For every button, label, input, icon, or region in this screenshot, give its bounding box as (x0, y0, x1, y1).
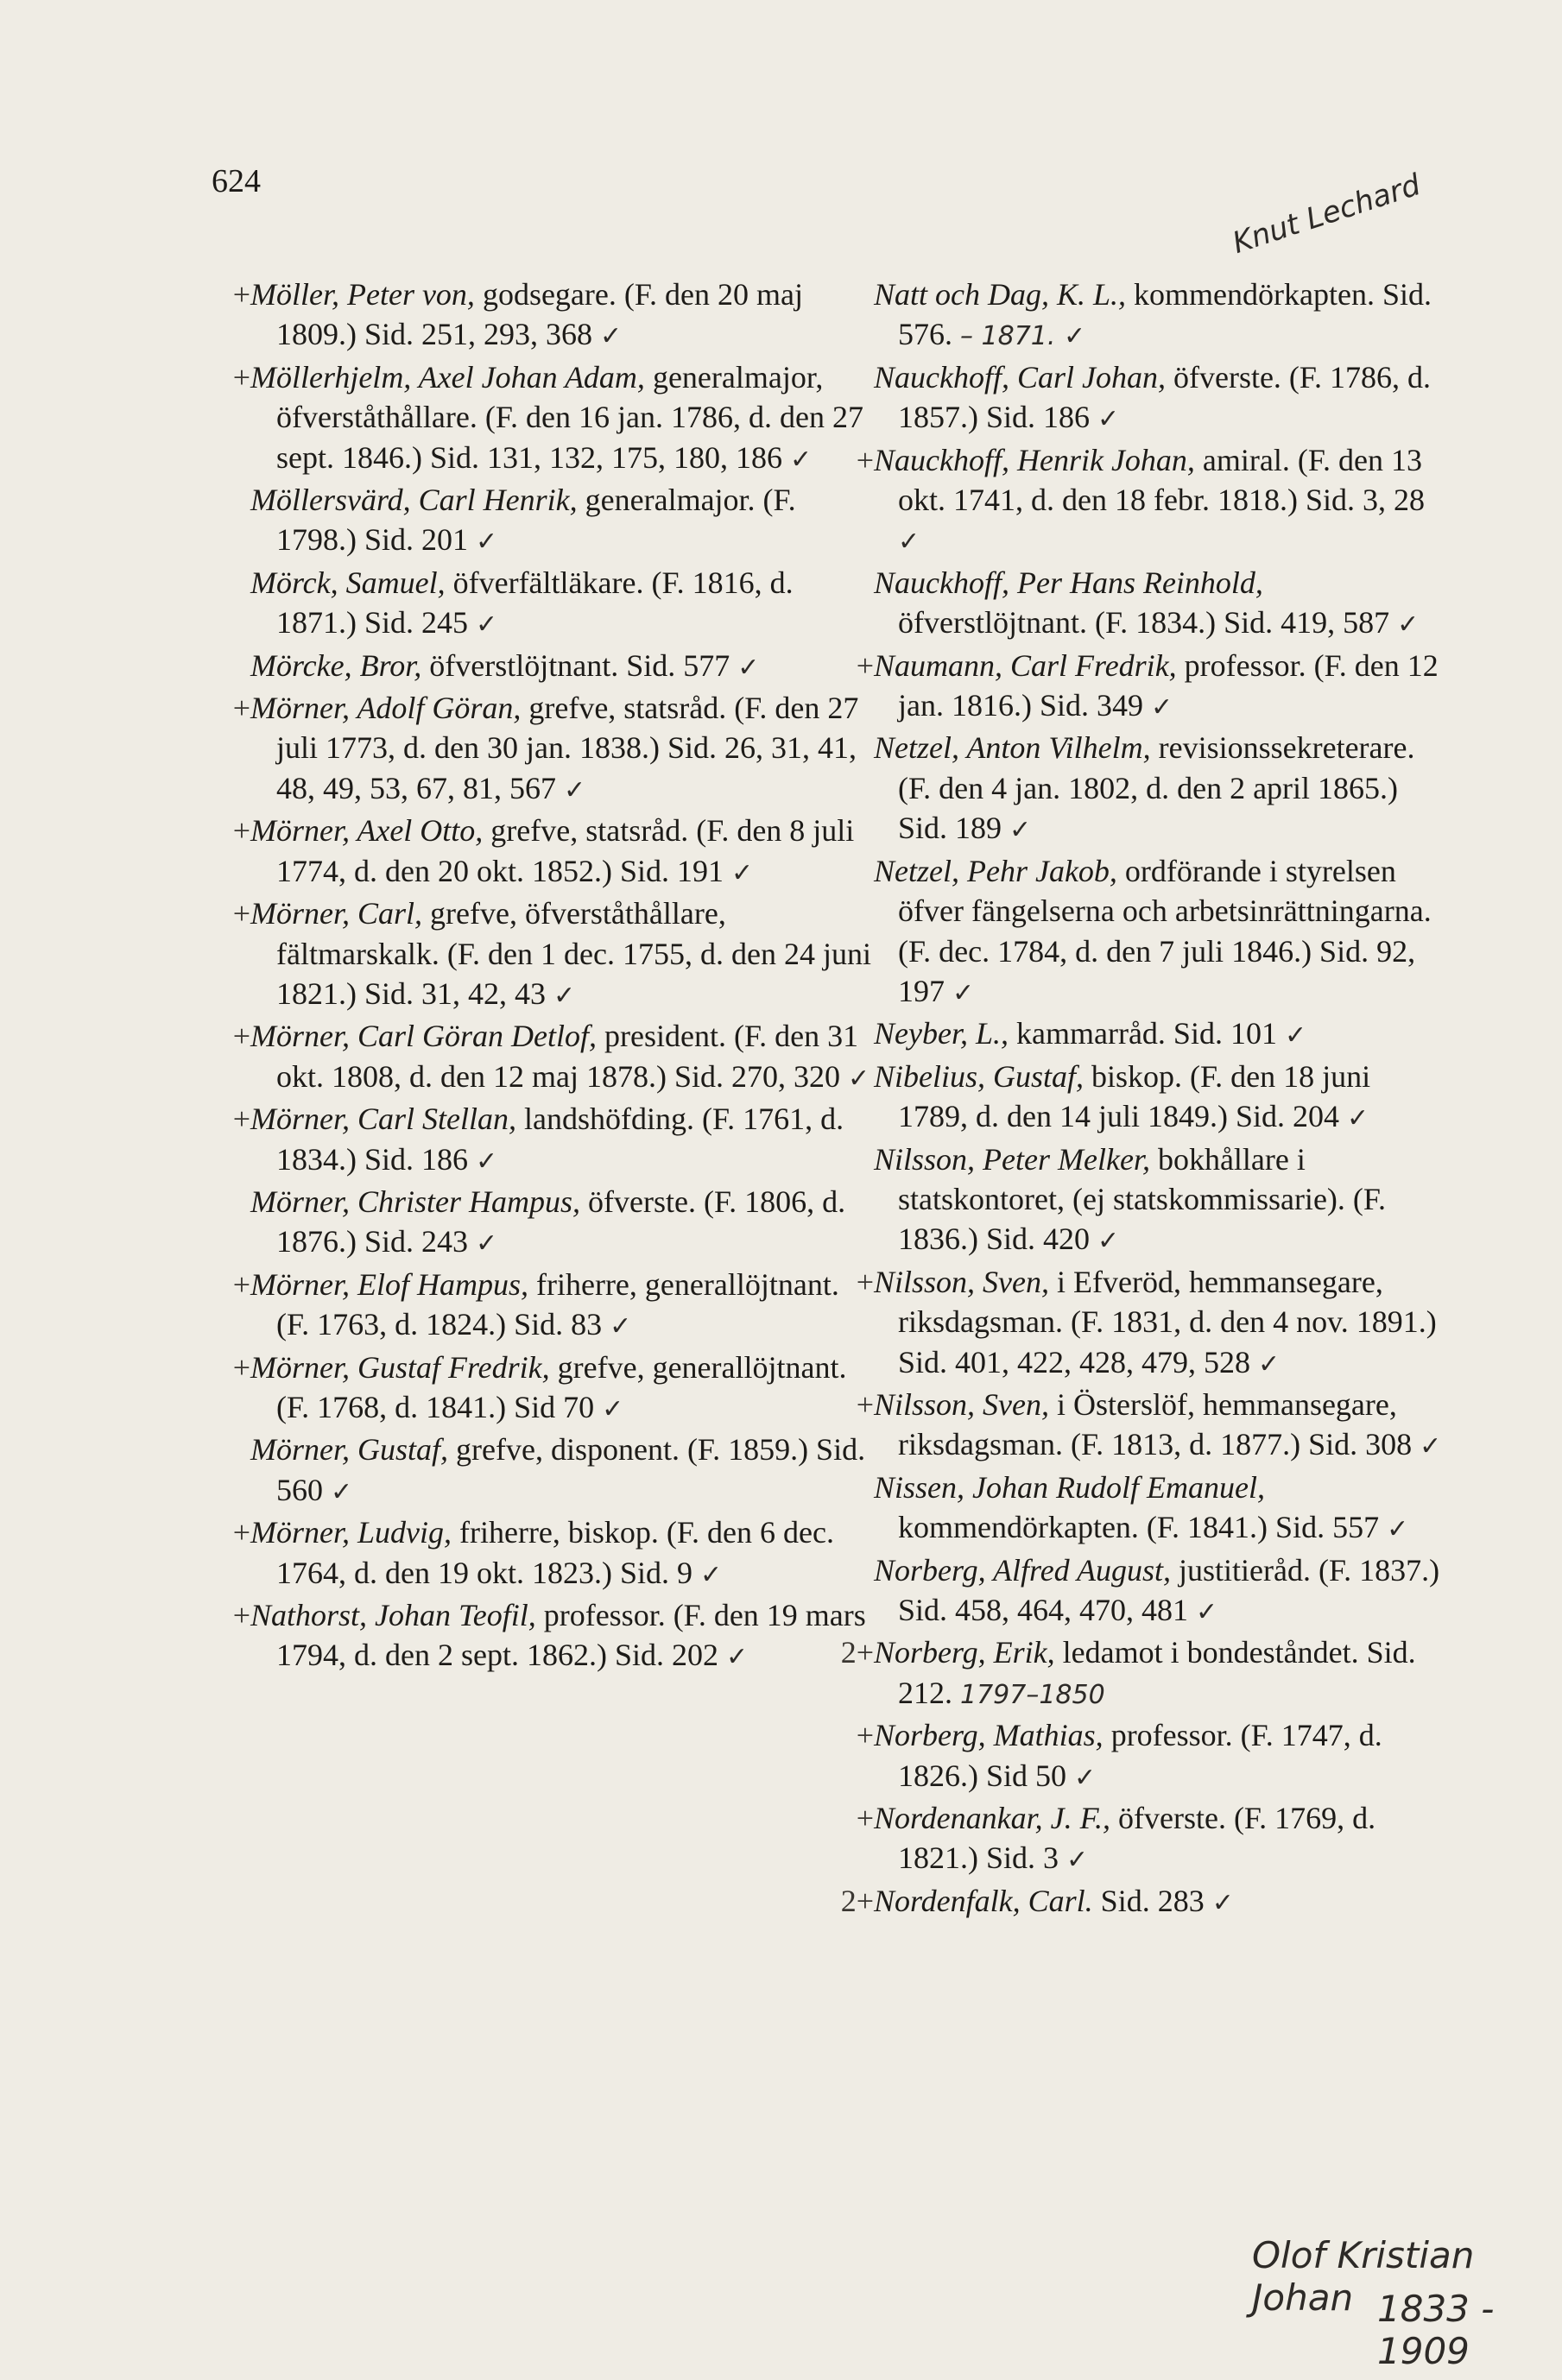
entry-name: Nissen, Johan Rudolf Emanuel, (874, 1469, 1265, 1505)
entry-name: Naumann, Carl Fredrik, (874, 647, 1177, 683)
handwritten-mark: + (856, 1386, 874, 1422)
entry-name: Natt och Dag, K. L., (874, 277, 1127, 312)
entry-text: revisionssekreterare. (F. den 4 jan. 1802, d. den 2 april 1865.) Sid. 189 (898, 730, 1415, 846)
index-entry (232, 1099, 872, 1182)
index-column-right (840, 275, 1448, 1923)
handwritten-mark: + (232, 1598, 250, 1632)
handwritten-note: ✓ (564, 774, 586, 805)
handwritten-mark: + (232, 896, 250, 931)
entry-text: kommendörkapten. Sid. 576. (898, 277, 1432, 352)
index-entry (250, 1182, 872, 1265)
entry-text: öfverfältläkare. (F. 1816, d. 1871.) Sid. 245 (276, 565, 794, 641)
entry-text: amiral. (F. den 13 okt. 1741, d. den 18 febr. 1818.) Sid. 3, 28 (898, 442, 1425, 518)
handwritten-note: ✓ (1258, 1348, 1281, 1379)
handwritten-mark: + (232, 1266, 250, 1302)
entry-name: Nilsson, Sven, (874, 1264, 1049, 1299)
entry-name: Nauckhoff, Carl Johan, (874, 359, 1166, 395)
entry-text: kammarråd. Sid. 101 (1009, 1016, 1277, 1051)
index-entry (856, 646, 1448, 729)
index-entry (250, 480, 872, 563)
handwritten-note: ✓ (725, 1642, 749, 1673)
handwritten-note: ✓ (1347, 1103, 1369, 1134)
index-entry (232, 1512, 872, 1595)
entry-name: Nilsson, Peter Melker, (874, 1141, 1150, 1177)
index-entry (874, 275, 1448, 357)
handwritten-note: ✓ (1009, 815, 1032, 846)
entry-name: Netzel, Anton Vilhelm, (874, 730, 1151, 766)
handwritten-note: ✓ (1420, 1431, 1442, 1462)
index-entry (232, 893, 872, 1016)
index-entry (874, 1550, 1448, 1633)
handwritten-note: ✓ (737, 652, 760, 683)
index-entry (232, 1016, 872, 1099)
handwritten-mark: + (856, 1801, 874, 1836)
index-entry (874, 728, 1448, 850)
index-entry (874, 357, 1448, 440)
handwritten-note: ✓ (1397, 609, 1420, 641)
entry-name: Mörner, Elof Hampus, (250, 1266, 528, 1302)
index-entry (856, 1798, 1448, 1881)
handwritten-mark: + (232, 1102, 250, 1137)
index-entry (232, 275, 872, 357)
handwritten-note: ✓ (602, 1393, 624, 1424)
handwritten-annotation-top: Knut Lechard (1228, 167, 1425, 261)
handwritten-note: ✓ (600, 321, 623, 352)
index-entry (840, 1632, 1448, 1715)
handwritten-note: ✓ (1196, 1597, 1218, 1627)
handwritten-note: ✓ (553, 980, 576, 1011)
handwritten-note: ✓ (1097, 1226, 1120, 1257)
entry-name: Mörner, Carl, (250, 896, 423, 931)
index-entry (874, 851, 1448, 1014)
handwritten-mark: + (232, 359, 250, 395)
handwritten-mark: + (856, 1718, 874, 1753)
entry-text: generalmajor. (F. 1798.) Sid. 201 (276, 483, 796, 558)
entry-text: i Österslöf, hemmansegare, riksdagsman. (F. 1813, d. 1877.) Sid. 308 (898, 1386, 1413, 1462)
handwritten-mark: + (856, 647, 874, 683)
entry-name: Nauckhoff, Per Hans Reinhold, (874, 565, 1263, 600)
index-entry (840, 1881, 1448, 1923)
handwritten-note: ✓ (476, 1146, 498, 1177)
index-entry (250, 1430, 872, 1512)
handwritten-mark: 2+ (840, 1883, 874, 1918)
index-entry (856, 1385, 1448, 1468)
entry-name: Neyber, L., (874, 1016, 1009, 1051)
entry-text: grefve, disponent. (F. 1859.) Sid. 560 (276, 1432, 866, 1507)
entry-text: generalmajor, öfverståthållare. (F. den 16 jan. 1786, d. den 27 sept. 1846.) Sid. 131, 132, 175, 180, 186 (276, 359, 863, 475)
handwritten-note: ✓ (790, 444, 813, 475)
handwritten-note: ✓ (1097, 404, 1120, 435)
handwritten-note: ✓ (898, 527, 920, 558)
entry-name: Möllersvärd, Carl Henrik, (250, 483, 578, 518)
handwritten-note: ✓ (1211, 1887, 1234, 1918)
entry-text: ledamot i bondeståndet. Sid. 212. (898, 1635, 1416, 1710)
handwritten-annotation-name: Olof Kristian Johan (1252, 2234, 1475, 2319)
entry-text: grefve, statsråd. (F. den 27 juli 1773, d. den 30 jan. 1838.) Sid. 26, 31, 41, 48, 49, 53, 67, 81, 567 (276, 691, 859, 805)
entry-text: friherre, biskop. (F. den 6 dec. 1764, d. den 19 okt. 1823.) Sid. 9 (276, 1515, 834, 1590)
entry-name: Norberg, Erik, (874, 1635, 1055, 1670)
index-entry (856, 440, 1448, 563)
index-entry (250, 563, 872, 646)
page-number: 624 (212, 163, 261, 199)
entry-text: justitieråd. (F. 1837.) Sid. 458, 464, 470, 481 (898, 1552, 1440, 1627)
index-entry (250, 646, 872, 688)
entry-text: grefve, statsråd. (F. den 8 juli 1774, d. den 20 okt. 1852.) Sid. 191 (276, 813, 855, 888)
entry-text: biskop. (F. den 18 juni 1789, d. den 14 juli 1849.) Sid. 204 (898, 1058, 1371, 1134)
handwritten-note: ✓ (1284, 1020, 1307, 1051)
index-entry (874, 1139, 1448, 1262)
handwritten-note: ✓ (1151, 692, 1173, 723)
handwritten-mark: + (232, 813, 250, 849)
entry-name: Mörner, Adolf Göran, (250, 691, 522, 726)
index-entry (232, 688, 872, 811)
handwritten-note: ✓ (952, 977, 975, 1008)
handwritten-note: ✓ (331, 1476, 353, 1507)
handwritten-mark: + (232, 1349, 250, 1385)
handwritten-mark: + (232, 1515, 250, 1550)
handwritten-note: ✓ (731, 857, 754, 888)
index-entry (874, 563, 1448, 646)
handwritten-note: ✓ (476, 609, 498, 641)
handwritten-note: 1797–1850 (960, 1679, 1105, 1710)
index-entry (874, 1468, 1448, 1550)
index-entry (874, 1013, 1448, 1056)
index-entry (856, 1262, 1448, 1385)
handwritten-note: ✓ (847, 1063, 870, 1094)
index-entry (232, 1265, 872, 1348)
entry-name: Möllerhjelm, Axel Johan Adam, (250, 359, 645, 395)
index-entry (856, 1715, 1448, 1798)
handwritten-mark: 2+ (840, 1635, 874, 1670)
entry-text: kommendörkapten. (F. 1841.) Sid. 557 (898, 1510, 1380, 1545)
index-entry (232, 1348, 872, 1430)
entry-text: öfverste. (F. 1769, d. 1821.) Sid. 3 (898, 1801, 1376, 1876)
handwritten-note: ✓ (1387, 1514, 1409, 1545)
entry-name: Möller, Peter von, (250, 277, 475, 312)
entry-text: professor. (F. den 19 mars 1794, d. den 2 sept. 1862.) Sid. 202 (276, 1598, 866, 1673)
entry-text: i Efveröd, hemmansegare, riksdagsman. (F. 1831, d. den 4 nov. 1891.) Sid. 401, 422, 428, 479, 528 (898, 1264, 1437, 1379)
entry-name: Mörner, Gustaf, (250, 1432, 449, 1468)
entry-text: godsegare. (F. den 20 maj 1809.) Sid. 251, 293, 368 (276, 277, 803, 352)
entry-name: Mörner, Axel Otto, (250, 813, 484, 849)
entry-text: grefve, öfverståthållare, fältmarskalk. (F. den 1 dec. 1755, d. den 24 juni 1821.) Sid. 31, 42, 43 (276, 896, 871, 1011)
entry-name: Mörner, Gustaf Fredrik, (250, 1349, 550, 1385)
entry-text: landshöfding. (F. 1761, d. 1834.) Sid. 186 (276, 1102, 844, 1177)
entry-text: Sid. 283 (1092, 1883, 1205, 1918)
entry-name: Norberg, Alfred August, (874, 1552, 1172, 1588)
index-entry (232, 811, 872, 893)
entry-text: öfverste. (F. 1786, d. 1857.) Sid. 186 (898, 359, 1432, 435)
entry-name: Nordenfalk, Carl. (874, 1883, 1093, 1918)
handwritten-mark: + (232, 1019, 250, 1054)
entry-name: Norberg, Mathias, (874, 1718, 1104, 1753)
handwritten-note: ✓ (1074, 1762, 1097, 1793)
handwritten-note: ✓ (1066, 1845, 1089, 1876)
entry-name: Mörner, Carl Stellan, (250, 1102, 517, 1137)
handwritten-annotation-years: 1833 - 1909 (1377, 2288, 1495, 2372)
index-column-left (232, 275, 872, 1678)
index-entry (874, 1057, 1448, 1139)
handwritten-mark: + (856, 442, 874, 477)
handwritten-note: ✓ (476, 1228, 498, 1259)
handwritten-mark: + (232, 691, 250, 726)
entry-text: friherre, generallöjtnant. (F. 1763, d. 1824.) Sid. 83 (276, 1266, 839, 1342)
entry-name: Nathorst, Johan Teofil, (250, 1598, 536, 1632)
handwritten-note: ✓ (700, 1559, 723, 1590)
entry-name: Nilsson, Sven, (874, 1386, 1049, 1422)
handwritten-note: – 1871. ✓ (960, 321, 1086, 352)
entry-name: Mörner, Christer Hampus, (250, 1184, 581, 1219)
entry-text: president. (F. den 31 okt. 1808, d. den 12 maj 1878.) Sid. 270, 320 (276, 1019, 859, 1094)
index-entry (232, 357, 872, 480)
entry-name: Mörner, Carl Göran Detlof, (250, 1019, 598, 1054)
handwritten-mark: + (232, 277, 250, 312)
entry-name: Netzel, Pehr Jakob, (874, 853, 1117, 888)
entry-text: bokhållare i statskontoret, (ej statskommissarie). (F. 1836.) Sid. 420 (898, 1141, 1387, 1257)
entry-name: Nordenankar, J. F., (874, 1801, 1110, 1836)
handwritten-mark: + (856, 1264, 874, 1299)
handwritten-note: ✓ (476, 527, 498, 558)
entry-text: professor. (F. den 12 jan. 1816.) Sid. 349 (898, 647, 1439, 723)
entry-name: Mörner, Ludvig, (250, 1515, 452, 1550)
entry-text: öfverstlöjtnant. (F. 1834.) Sid. 419, 587 (898, 605, 1390, 641)
entry-name: Mörcke, Bror, (250, 647, 422, 683)
entry-name: Nauckhoff, Henrik Johan, (874, 442, 1195, 477)
entry-text: öfverstlöjtnant. Sid. 577 (421, 647, 730, 683)
entry-text: grefve, generallöjtnant. (F. 1768, d. 1841.) Sid 70 (276, 1349, 847, 1424)
entry-text: ordförande i styrelsen öfver fängelserna och arbetsinrättningarna. (F. dec. 1784, d. den 7 juli 1846.) Sid. 92, 197 (898, 853, 1432, 1008)
entry-text: öfverste. (F. 1806, d. 1876.) Sid. 243 (276, 1184, 846, 1259)
handwritten-note: ✓ (610, 1311, 632, 1342)
entry-name: Nibelius, Gustaf, (874, 1058, 1085, 1094)
index-entry (232, 1595, 872, 1678)
entry-text: professor. (F. 1747, d. 1826.) Sid 50 (898, 1718, 1382, 1793)
entry-name: Mörck, Samuel, (250, 565, 446, 600)
